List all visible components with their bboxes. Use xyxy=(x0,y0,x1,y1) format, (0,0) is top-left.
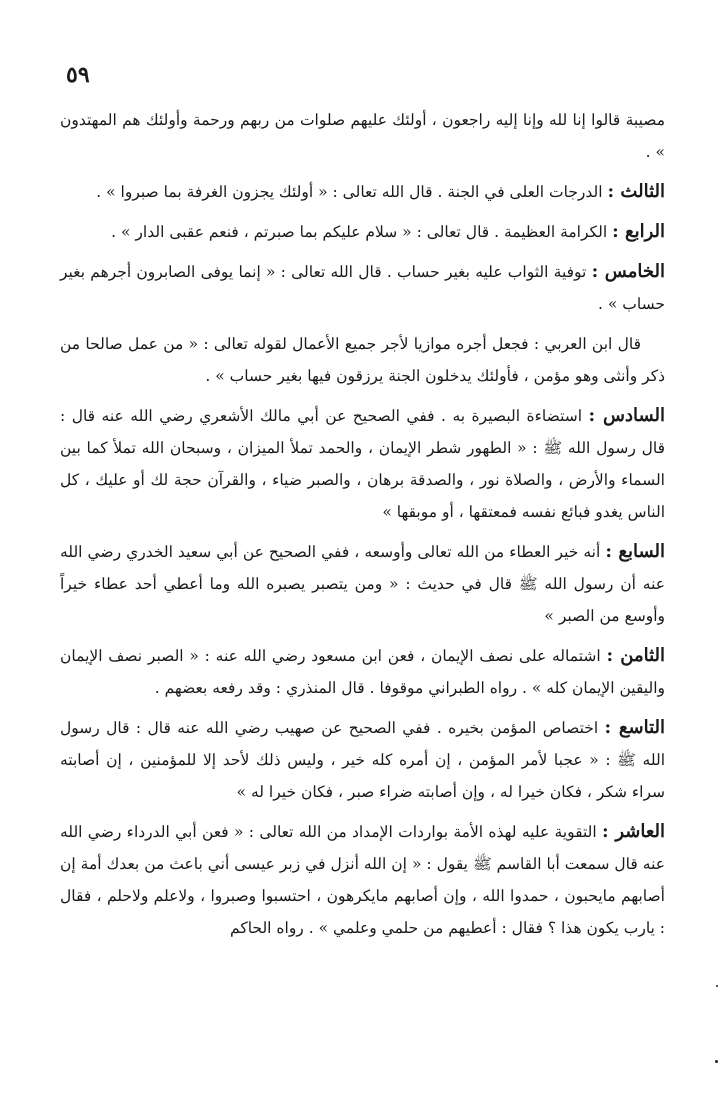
paragraph-text: قال ابن العربي : فجعل أجره موازيا لأجر جميع الأعمال لقوله تعالى : « من عمل صالحا من ذكر وأنثى وهو مؤمن ، فأولئك يدخلون الجنة يرزقون فيها بغير حساب » . xyxy=(60,335,665,385)
scan-speck xyxy=(716,985,718,987)
paragraph-heading: الرابع : xyxy=(612,221,665,242)
paragraph-text: الكرامة العظيمة . قال تعالى : « سلام عليكم بما صبرتم ، فنعم عقبى الدار » . xyxy=(111,223,608,241)
paragraph-text: الدرجات العلى في الجنة . قال الله تعالى : « أولئك يجزون الغرفة بما صبروا » . xyxy=(96,183,603,201)
paragraph-2 xyxy=(60,176,665,208)
paragraph-heading: الثامن : xyxy=(606,645,665,666)
paragraph-text: التقوية عليه لهذه الأمة بواردات الإمداد من الله تعالى : « فعن أبي الدرداء رضي الله عنه قال سمعت أبا القاسم ﷺ يقول : « إن الله أنزل في زبر عيسى أني باعث من بعدك أمة إن أصابهم مايحبون ، حمدوا الله ، وإن أصابهم مايكرهون ، احتسبوا وصبروا ، ولاعلم ولاحلم ، فقال : يارب يكون هذا ؟ فقال : أعطيهم من حلمي وعلمي » . رواه الحاكم xyxy=(60,823,665,937)
paragraph-4 xyxy=(60,256,665,320)
paragraph-text: أنه خير العطاء من الله تعالى وأوسعه ، ففي الصحيح عن أبي سعيد الخدري رضي الله عنه أن رسول الله ﷺ قال في حديث : « ومن يتصبر يصبره الله وما أعطي أحد عطاء خيراً وأوسع من الصبر » xyxy=(60,543,665,625)
paragraph-text: توفية الثواب عليه بغير حساب . قال الله تعالى : « إنما يوفى الصابرون أجرهم بغير حساب » . xyxy=(60,263,665,313)
paragraph-heading: العاشر : xyxy=(602,821,665,842)
paragraph-5 xyxy=(60,328,665,392)
paragraph-1 xyxy=(60,104,665,168)
paragraph-heading: السادس : xyxy=(588,405,665,426)
paragraph-heading: السابع : xyxy=(605,541,665,562)
paragraph-text: اشتماله على نصف الإيمان ، فعن ابن مسعود رضي الله عنه : « الصبر نصف الإيمان واليقين الإيمان كله » . رواه الطبراني موقوفا . قال المنذري : وقد رفعه بعضهم . xyxy=(60,647,665,697)
page-number: ٥٩ xyxy=(66,62,90,88)
page-body xyxy=(60,104,665,952)
paragraph-6 xyxy=(60,400,665,528)
paragraph-7 xyxy=(60,536,665,632)
paragraph-heading: التاسع : xyxy=(604,717,665,738)
scan-speck xyxy=(715,1060,718,1063)
paragraph-text: استضاءة البصيرة به . ففي الصحيح عن أبي مالك الأشعري رضي الله عنه قال : قال رسول الله ﷺ : « الطهور شطر الإيمان ، والحمد تملأ الميزان ، وسبحان الله تملأ كما بين السماء والأرض ، والصلاة نور ، والصدقة برهان ، والصبر ضياء ، والقرآن حجة لك أو عليك ، كل الناس يغدو فبائع نفسه فمعتقها ، أو موبقها » xyxy=(60,407,665,521)
paragraph-heading: الخامس : xyxy=(591,261,665,282)
paragraph-8 xyxy=(60,640,665,704)
paragraph-10 xyxy=(60,816,665,944)
paragraph-text: مصيبة قالوا إنا لله وإنا إليه راجعون ، أولئك عليهم صلوات من ربهم ورحمة وأولئك هم المهتدون » . xyxy=(60,111,665,161)
paragraph-3 xyxy=(60,216,665,248)
paragraph-9 xyxy=(60,712,665,808)
paragraph-heading: الثالث : xyxy=(607,181,665,202)
paragraph-text: اختصاص المؤمن بخيره . ففي الصحيح عن صهيب رضي الله عنه قال : قال رسول الله ﷺ : « عجبا لأمر المؤمن ، إن أمره كله خير ، وليس ذلك لأحد إلا للمؤمنين ، إن أصابته سراء شكر ، فكان خيرا له ، وإن أصابته ضراء صبر ، فكان خيرا له » xyxy=(60,719,665,801)
